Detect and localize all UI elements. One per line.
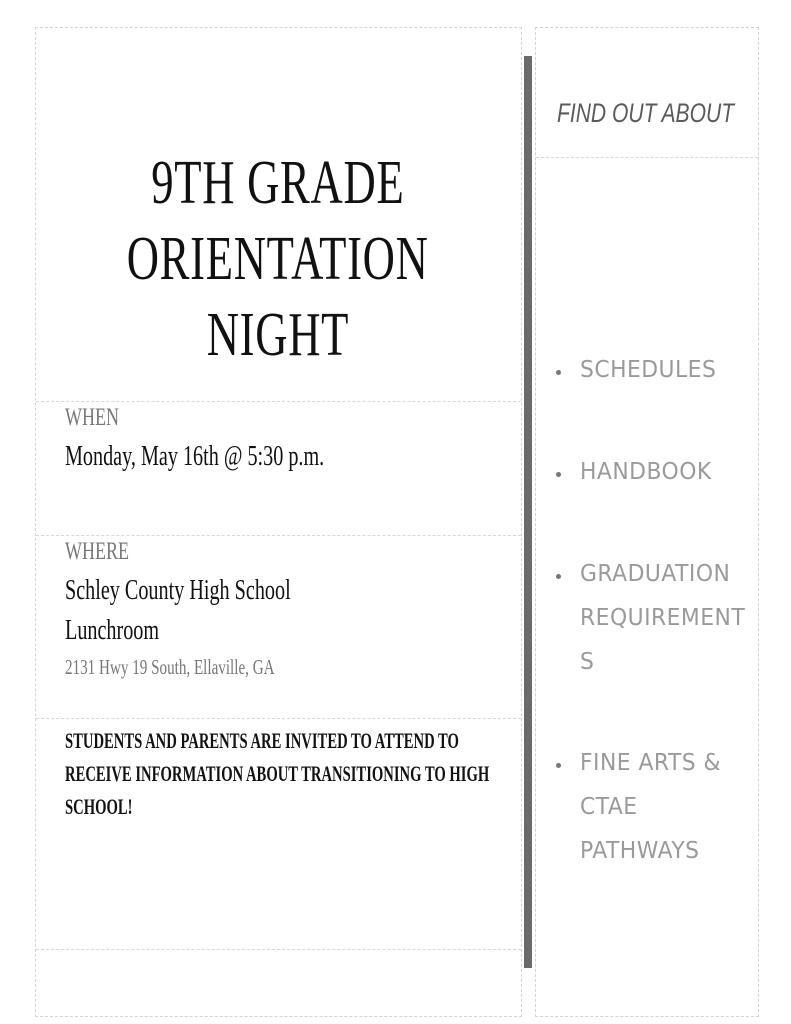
sidebar-panel [535,27,759,1017]
list-item-label: HANDBOOK [580,459,712,485]
when-label: WHEN [65,404,119,431]
divider [36,949,521,950]
divider [36,535,521,536]
where-line-2: Lunchroom [65,615,160,646]
list-item-label: PATHWAYS [580,838,700,864]
divider [36,401,521,402]
title-line-1: 9TH GRADE [151,149,405,217]
invite-line-3: SCHOOL! [65,794,133,819]
vertical-accent-bar [524,56,532,968]
where-label: WHERE [65,538,129,565]
bullet-icon [556,472,561,477]
invite-line-2: RECEIVE INFORMATION ABOUT TRANSITIONING TO HIGH [65,761,490,786]
list-item-label: FINE ARTS & [580,750,722,776]
title-line-3: NIGHT [206,301,350,369]
list-item-label: S [580,649,595,675]
when-value: Monday, May 16th @ 5:30 p.m. [65,441,325,472]
where-address: 2131 Hwy 19 South, Ellaville, GA [65,655,275,679]
list-item-label: SCHEDULES [580,357,717,383]
bullet-icon [556,574,561,579]
bullet-icon [556,370,561,375]
bullet-icon [556,763,561,768]
sidebar-heading: FIND OUT ABOUT [557,98,735,128]
divider [36,718,521,719]
when-section [65,404,140,432]
list-item-label: CTAE [580,794,638,820]
where-section [65,538,154,566]
where-line-1: Schley County High School [65,575,291,606]
invite-line-1: STUDENTS AND PARENTS ARE INVITED TO ATTEND TO [65,728,459,753]
title-line-2: ORIENTATION [127,225,429,293]
divider [536,157,758,158]
list-item-label: GRADUATION [580,561,731,587]
list-item-label: REQUIREMENT [580,605,746,631]
